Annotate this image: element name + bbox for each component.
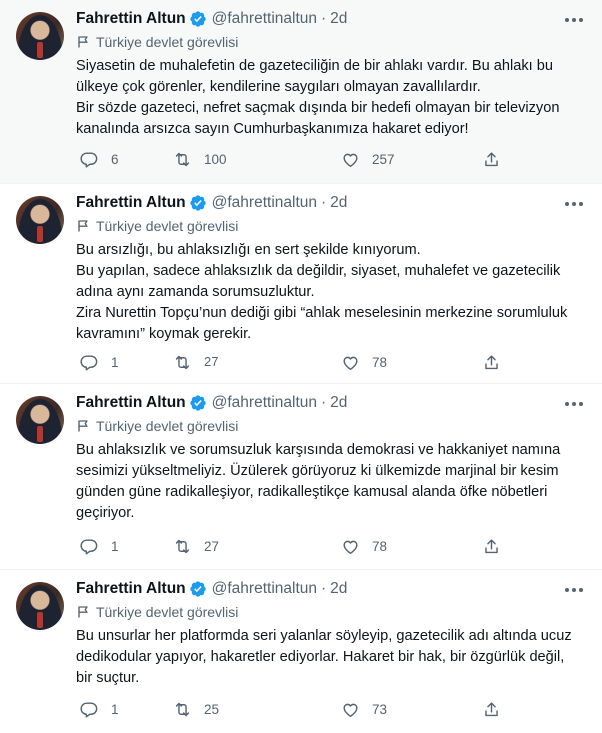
reply-count: 6 — [111, 151, 119, 167]
flag-icon — [76, 219, 90, 233]
like-count: 73 — [372, 701, 388, 717]
flag-icon — [76, 419, 90, 433]
retweet-button[interactable] — [173, 700, 219, 719]
tweet-header — [76, 579, 347, 599]
reply-count: 1 — [111, 538, 119, 554]
more-icon[interactable] — [564, 581, 584, 599]
separator: · — [321, 10, 327, 27]
tweet-actions — [76, 351, 506, 373]
account-label — [76, 33, 238, 51]
share-button[interactable] — [482, 537, 513, 556]
like-button[interactable] — [341, 150, 395, 169]
heart-icon — [341, 537, 360, 556]
flag-icon — [76, 35, 90, 49]
tweet[interactable] — [0, 0, 602, 184]
reply-button[interactable] — [80, 353, 119, 372]
verified-badge-icon — [189, 10, 207, 28]
account-label-text: Türkiye devlet görevlisi — [96, 34, 239, 50]
tweet-actions — [76, 535, 506, 557]
retweet-icon — [173, 353, 192, 372]
account-label-text: Türkiye devlet görevlisi — [96, 418, 239, 434]
reply-button[interactable] — [80, 537, 119, 556]
author-name[interactable]: Fahrettin Altun — [76, 194, 186, 211]
tweet-text — [76, 440, 584, 524]
reply-count: 1 — [111, 354, 119, 370]
reply-icon — [80, 537, 99, 556]
tweet-text — [76, 626, 584, 689]
share-button[interactable] — [482, 353, 513, 372]
reply-icon — [80, 150, 99, 169]
more-icon[interactable] — [564, 395, 584, 413]
retweet-button[interactable] — [173, 353, 218, 372]
tweet[interactable] — [0, 384, 602, 570]
account-label-text: Türkiye devlet görevlisi — [96, 218, 239, 234]
heart-icon — [341, 700, 360, 719]
author-handle[interactable]: @fahrettinaltun — [211, 10, 317, 27]
tweet-paragraph: Bu yapılan, sadece ahlaksızlık da değildir, siyaset, muhalefet ve gazetecilik adına aynı zamanda sorumsuzluktur. — [76, 263, 561, 300]
tweet-paragraph: Zira Nurettin Topçu’nun dediği gibi “ahlak meselesinin merkezine sorumluluk kavramını” koymak gerekir. — [76, 305, 568, 342]
retweet-button[interactable] — [173, 537, 219, 556]
share-icon — [482, 700, 501, 719]
flag-icon — [76, 605, 90, 619]
author-name[interactable]: Fahrettin Altun — [76, 394, 186, 411]
tweet[interactable] — [0, 184, 602, 384]
account-label-text: Türkiye devlet görevlisi — [96, 604, 239, 620]
author-name[interactable]: Fahrettin Altun — [76, 10, 186, 27]
tweet-header — [76, 9, 347, 29]
reply-button[interactable] — [80, 700, 119, 719]
tweet-text — [76, 56, 584, 140]
timestamp[interactable]: 2d — [330, 580, 348, 597]
retweet-icon — [173, 150, 192, 169]
reply-icon — [80, 353, 99, 372]
heart-icon — [341, 353, 360, 372]
like-count: 78 — [372, 354, 388, 370]
author-name[interactable]: Fahrettin Altun — [76, 580, 186, 597]
reply-button[interactable] — [80, 150, 119, 169]
timestamp[interactable]: 2d — [330, 10, 348, 27]
more-icon[interactable] — [564, 195, 584, 213]
separator: · — [321, 394, 327, 411]
tweet-paragraph: Bu arsızlığı, bu ahlaksızlığı en sert şekilde kınıyorum. — [76, 242, 421, 258]
like-button[interactable] — [341, 353, 387, 372]
author-handle[interactable]: @fahrettinaltun — [211, 194, 317, 211]
like-count: 257 — [372, 151, 395, 167]
tweet-paragraph: Bu ahlaksızlık ve sorumsuzluk karşısında demokrasi ve hakkaniyet namına sesimizi yükseltmeliyiz. Üzülerek görüyoruz ki ülkemizde marjinal bir kesim günden güne radikalleşiyor, radikalleştikçe kamusal alanda öfke nöbetleri geçiriyor. — [76, 442, 561, 521]
avatar[interactable] — [16, 582, 64, 630]
tweet-paragraph: Bir sözde gazeteci, nefret saçmak dışında bir hedefi olmayan bir televizyon kanalında arsızca sayın Cumhurbaşkanımıza hakaret ediyor! — [76, 100, 560, 137]
retweet-icon — [173, 537, 192, 556]
share-button[interactable] — [482, 700, 513, 719]
separator: · — [321, 194, 327, 211]
retweet-count: 100 — [204, 151, 227, 167]
tweet-actions — [76, 148, 506, 170]
reply-icon — [80, 700, 99, 719]
tweet-text — [76, 240, 584, 345]
account-label — [76, 217, 238, 235]
tweet-paragraph: Bu unsurlar her platformda seri yalanlar söyleyip, gazetecilik adı altında ucuz dedikodular yapıyor, hakaretler ediyorlar. Hakaret bir hak, bir özgürlük değil, bir suçtur. — [76, 628, 572, 686]
verified-badge-icon — [189, 194, 207, 212]
verified-badge-icon — [189, 394, 207, 412]
tweet-paragraph: Siyasetin de muhalefetin de gazeteciliğin de bir ahlakı vardır. Bu ahlakı bu ülkeye çok görenler, kendilerine saygıları olmayan zavallılardır. — [76, 58, 554, 95]
author-handle[interactable]: @fahrettinaltun — [211, 580, 317, 597]
tweet[interactable] — [0, 570, 602, 733]
timestamp[interactable]: 2d — [330, 194, 348, 211]
like-button[interactable] — [341, 537, 387, 556]
tweet-header — [76, 193, 347, 213]
verified-badge-icon — [189, 580, 207, 598]
share-icon — [482, 537, 501, 556]
retweet-button[interactable] — [173, 150, 227, 169]
timestamp[interactable]: 2d — [330, 394, 348, 411]
retweet-icon — [173, 700, 192, 719]
like-button[interactable] — [341, 700, 387, 719]
share-icon — [482, 150, 501, 169]
tweet-header — [76, 393, 347, 413]
account-label — [76, 603, 238, 621]
retweet-count: 27 — [204, 354, 219, 369]
share-button[interactable] — [482, 150, 513, 169]
account-label — [76, 417, 238, 435]
avatar[interactable] — [16, 196, 64, 244]
like-count: 78 — [372, 538, 388, 554]
avatar[interactable] — [16, 12, 64, 60]
separator: · — [321, 580, 327, 597]
retweet-count-animating — [204, 356, 218, 368]
author-handle[interactable]: @fahrettinaltun — [211, 394, 317, 411]
share-icon — [482, 353, 501, 372]
retweet-count: 27 — [204, 538, 220, 554]
heart-icon — [341, 150, 360, 169]
retweet-count: 25 — [204, 701, 220, 717]
reply-count: 1 — [111, 701, 119, 717]
tweet-actions — [76, 698, 506, 720]
more-icon[interactable] — [564, 11, 584, 29]
avatar[interactable] — [16, 396, 64, 444]
